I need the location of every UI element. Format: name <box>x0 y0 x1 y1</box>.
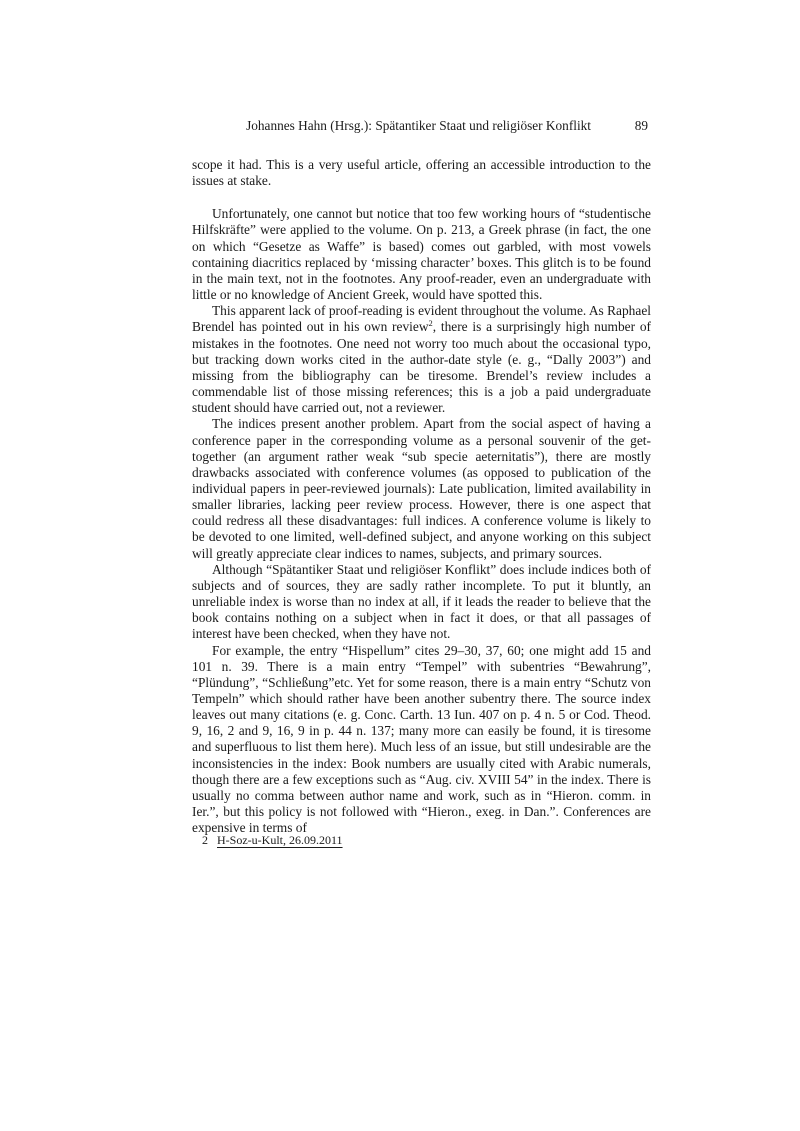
footnote <box>202 833 343 848</box>
footnote-reference[interactable]: 2 <box>428 318 433 329</box>
body-text <box>192 157 651 836</box>
paragraph-continued: scope it had. This is a very useful article, offering an accessible introduction to the issues at stake. <box>192 157 651 189</box>
running-head <box>192 118 651 136</box>
paragraph-text: , there is a surprisingly high number of mistakes in the footnotes. One need not worry too much about the occasional typo, but tracking down works cited in the author-date style (e. g., “Dally 2003”) and missing from the bibliography can be tiresome. Brendel’s review includes a commendable list of those missing references; this is a job a paid undergraduate student should have carried out, not a reviewer. <box>192 319 651 416</box>
page-number: 89 <box>634 118 648 133</box>
paragraph-text: This apparent lack of proof-reading is evident throughout the volume. As Raphael Brendel has pointed out in his own review <box>192 303 651 335</box>
paragraph: The indices present another problem. Apart from the social aspect of having a conference paper in the corresponding volume as a personal souvenir of the get-together (an argument rather weak “sub specie aeternitatis”), there are mostly drawbacks associated with conference volumes (as opposed to publication of the individual papers in peer-reviewed journals): Late publication, limited availability in smaller libraries, lacking peer review process. However, there is one aspect that could redress all these disadvantages: full indices. A conference volume is likely to be devoted to one limited, well-defined subject, and anyone working on this subject will greatly appreciate clear indices to names, subjects, and primary sources. <box>192 416 651 561</box>
footnote-number: 2 <box>202 833 208 847</box>
paragraph: Although “Spätantiker Staat und religiöser Konflikt” does include indices both of subjects and of sources, they are sadly rather incomplete. To put it bluntly, an unreliable index is worse than no index at all, if it leads the reader to believe that the book contains nothing on a subject when in fact it does, or that all passages of interest have been checked, when they have not. <box>192 561 651 642</box>
paragraph <box>192 303 651 416</box>
paragraph: Unfortunately, one cannot but notice that too few working hours of “studentische Hilfskräfte” were applied to the volume. On p. 213, a Greek phrase (in fact, the one on which “Gesetze as Waffe” is based) comes out garbled, with most vowels containing diacritics replaced by ‘missing character’ boxes. This glitch is to be found in the main text, not in the footnotes. Any proof-reader, even an undergraduate with little or no knowledge of Ancient Greek, would have spotted this. <box>192 206 651 303</box>
running-head-title: Johannes Hahn (Hrsg.): Spätantiker Staat und religiöser Konflikt <box>246 118 591 133</box>
footnote-link[interactable]: H-Soz-u-Kult, 26.09.2011 <box>217 833 343 847</box>
paragraph: For example, the entry “Hispellum” cites 29–30, 37, 60; one might add 15 and 101 n. 39. There is a main entry “Tempel” with subentries “Bewahrung”, “Plündung”, “Schließung”etc. Yet for some reason, there is a main entry “Schutz von Tempeln” which should rather have been another subentry there. The source index leaves out many citations (e. g. Conc. Carth. 13 Iun. 407 on p. 4 n. 5 or Cod. Theod. 9, 16, 2 and 9, 16, 9 in p. 44 n. 137; many more can easily be found, it is tiresome and superfluous to list them here). Much less of an issue, but still undesirable are the inconsistencies in the index: Book numbers are usually cited with Arabic numerals, though there are a few exceptions such as “Aug. civ. XVIII 54” in the index. There is usually no comma between author name and work, such as in “Hieron. comm. in Ier.”, but this policy is not followed with “Hieron., exeg. in Dan.”. Conferences are expensive in terms of <box>192 642 651 836</box>
